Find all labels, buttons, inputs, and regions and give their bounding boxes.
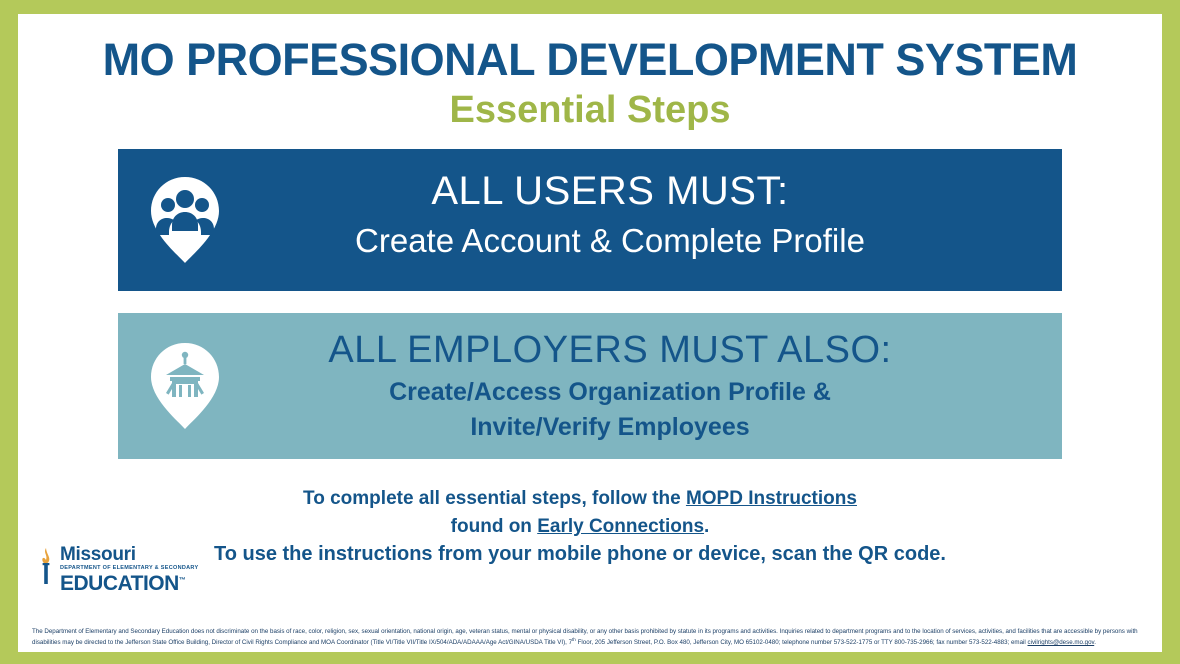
logo-department: DEPARTMENT OF ELEMENTARY & SECONDARY — [60, 564, 199, 571]
instructions-line2-prefix: found on — [450, 515, 538, 537]
banner-all-employers-line3: Invite/Verify Employees — [470, 413, 750, 442]
dese-logo — [34, 545, 214, 594]
civilrights-email-link[interactable]: civilrights@dese.mo.gov — [1027, 639, 1095, 647]
instructions-line1-prefix: To complete all essential steps, follow the — [303, 488, 686, 510]
qr-code[interactable] — [1008, 472, 1140, 604]
banner-all-users-text — [118, 149, 1062, 260]
torch-icon — [36, 547, 56, 587]
poster-sheet — [18, 14, 1162, 652]
early-connections-link[interactable]: Early Connections — [537, 515, 705, 537]
logo-trademark: ™ — [178, 577, 186, 584]
legal-text-2: Floor, 205 Jefferson Street, P.O. Box 480, Jefferson City, MO 65102-0480; telephone number 573-522-1775 or TTY 800-735-2966; fax number 573-522-4883; email — [575, 639, 1028, 647]
banner-all-users — [118, 149, 1062, 291]
qr-code-grid — [1008, 472, 1140, 604]
dese-logo-text — [60, 545, 214, 594]
logo-education — [60, 573, 214, 594]
school-pin-icon — [148, 341, 222, 431]
banner-all-employers-text — [118, 313, 1062, 442]
logo-education-word: EDUCATION — [60, 572, 179, 595]
instructions-line-2 — [198, 513, 962, 541]
banner-all-users-subheading: Create Account & Complete Profile — [355, 222, 865, 260]
instructions-line-1 — [198, 485, 962, 513]
legal-text-1: The Department of Elementary and Secondary Education does not discriminate on the basis of race, color, religion, sex, sexual orientation, national origin, age, veteran status, mental or physical disability, or any other basis prohibited by statute in its programs and activities. Inquiries related to department programs and to the location of services, activities, and facilities that are accessible by persons with disabilities may be directed to the Jefferson State Office Building, Director of Civil Rights Compliance and MOA Coordinator (Title VI/Title VII/Title IX/504/ADA/ADAAA/Age Act/GINA/USDA Title VI), 7 — [32, 627, 1138, 647]
instructions-line2-suffix: . — [704, 515, 710, 537]
legal-sup: th — [572, 636, 576, 642]
legal-disclaimer — [32, 628, 1148, 648]
banner-all-employers — [118, 313, 1062, 459]
logo-missouri: Missouri — [60, 543, 136, 565]
banner-all-employers-line2: Create/Access Organization Profile & — [389, 378, 831, 407]
legal-text-3: . — [1094, 639, 1096, 647]
page-title: MO PROFESSIONAL DEVELOPMENT SYSTEM — [102, 34, 1078, 85]
page-subtitle: Essential Steps — [449, 89, 731, 132]
banner-all-users-heading: ALL USERS MUST: — [431, 169, 789, 214]
mopd-instructions-link[interactable]: MOPD Instructions — [685, 488, 857, 510]
people-pin-icon — [148, 175, 222, 265]
instructions-line-3: To use the instructions from your mobile phone or device, scan the QR code. — [214, 543, 946, 566]
banner-all-employers-heading: ALL EMPLOYERS MUST ALSO: — [328, 329, 892, 372]
